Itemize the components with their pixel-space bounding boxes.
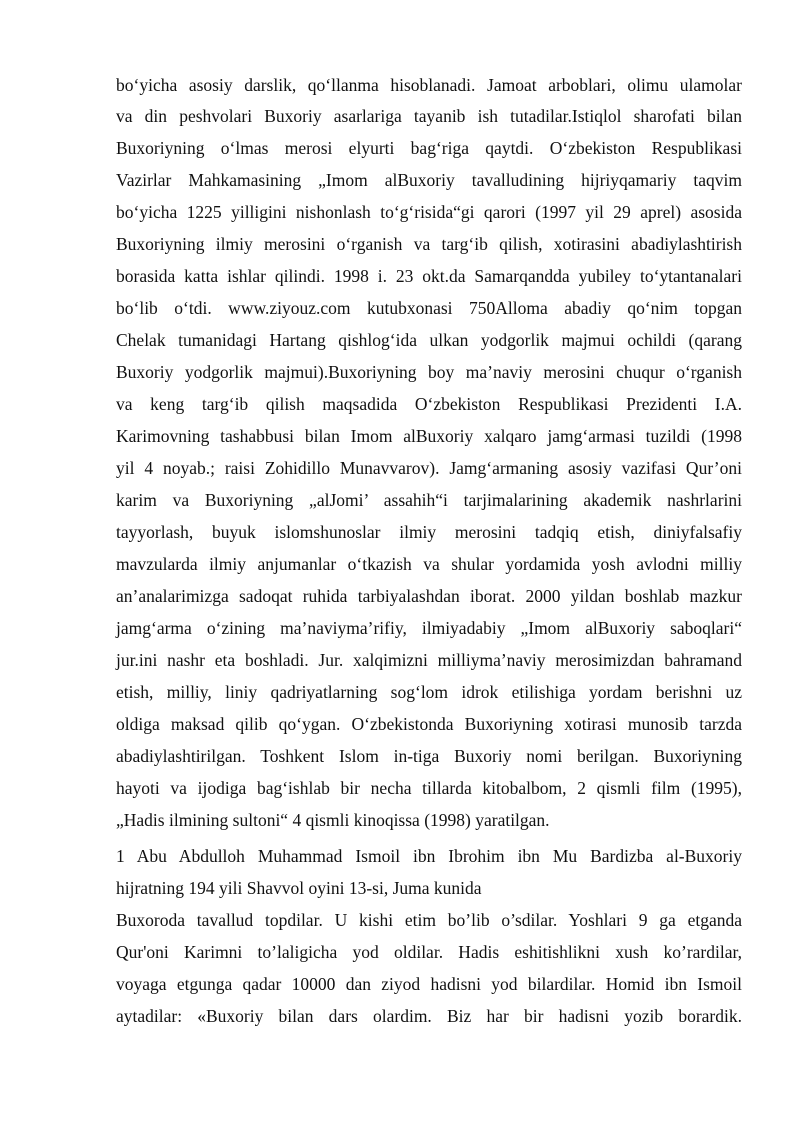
text-line: va din peshvolari Buxoriy asarlariga tayanib ish tutadilar.Istiqlol sharofati bilan xyxy=(116,106,742,126)
text-line: Buxoroda tavallud topdilar. U kishi etim bo’lib o’sdilar. Yoshlari 9 ga etganda xyxy=(116,910,742,930)
text-line: Buxoriyning o‘lmas merosi elyurti bag‘riga qaytdi. O‘zbekiston Respublikasi xyxy=(116,138,742,158)
text-line: Chelak tumanidagi Hartang qishlog‘ida ulkan yodgorlik majmui ochildi (qarang xyxy=(116,330,742,350)
text-line: tayyorlash, buyuk islomshunoslar ilmiy merosini tadqiq etish, diniyfalsafiy xyxy=(116,522,742,542)
text-line: Karimovning tashabbusi bilan Imom alBuxoriy xalqaro jamg‘armasi tuzildi (1998 xyxy=(116,426,742,446)
text-line: mavzularda ilmiy anjumanlar o‘tkazish va shular yordamida yosh avlodni milliy xyxy=(116,554,742,574)
text-line: va keng targ‘ib qilish maqsadida O‘zbekiston Respublikasi Prezidenti I.A. xyxy=(116,394,742,414)
text-line: bo‘yicha 1225 yilligini nishonlash to‘g‘risida“gi qarori (1997 yil 29 aprel) asosida xyxy=(116,202,742,222)
text-line: aytadilar: «Buxoriy bilan dars olardim. Biz har bir hadisni yozib borardik. xyxy=(116,1006,742,1026)
text-line: jamg‘arma o‘zining ma’naviyma’rifiy, ilmiyadabiy „Imom alBuxoriy saboqlari“ xyxy=(116,618,742,638)
text-line: 1 Abu Abdulloh Muhammad Ismoil ibn Ibrohim ibn Mu Bardizba al-Buxoriy xyxy=(116,846,742,866)
text-line: yil 4 noyab.; raisi Zohidillo Munavvarov). Jamg‘armaning asosiy vazifasi Qur’oni xyxy=(116,458,742,478)
text-line: Buxoriy yodgorlik majmui).Buxoriyning boy ma’naviy merosini chuqur o‘rganish xyxy=(116,362,742,382)
text-line: Qur'oni Karimni to’laligicha yod oldilar. Hadis eshitishlikni xush ko’rardilar, xyxy=(116,942,742,962)
text-line: hijratning 194 yili Shavvol oyini 13-si, Juma kunida xyxy=(116,878,482,898)
text-line: bo‘lib o‘tdi. www.ziyouz.com kutubxonasi 750Alloma abadiy qo‘nim topgan xyxy=(116,298,742,318)
text-line: an’analarimizga sadoqat ruhida tarbiyalashdan iborat. 2000 yildan boshlab mazkur xyxy=(116,586,742,606)
text-line: Buxoriyning ilmiy merosini o‘rganish va targ‘ib qilish, xotirasini abadiylashtirish xyxy=(116,234,742,254)
text-line: Vazirlar Mahkamasining „Imom alBuxoriy tavalludining hijriyqamariy taqvim xyxy=(116,170,742,190)
text-line: etish, milliy, liniy qadriyatlarning sog‘lom idrok etilishiga yordam berishni uz xyxy=(116,682,742,702)
text-line: „Hadis ilmining sultoni“ 4 qismli kinoqissa (1998) yaratilgan. xyxy=(116,810,550,830)
text-line: bo‘yicha asosiy darslik, qo‘llanma hisoblanadi. Jamoat arboblari, olimu ulamolar xyxy=(116,75,742,95)
text-line: abadiylashtirilgan. Toshkent Islom in-tiga Buxoriy nomi berilgan. Buxoriyning xyxy=(116,746,742,766)
text-line: oldiga maksad qilib qo‘ygan. O‘zbekistonda Buxoriyning xotirasi munosib tarzda xyxy=(116,714,742,734)
text-line: voyaga etgunga qadar 10000 dan ziyod hadisni yod bilardilar. Homid ibn Ismoil xyxy=(116,974,742,994)
text-line: hayoti va ijodiga bag‘ishlab bir necha tillarda kitobalbom, 2 qismli film (1995), xyxy=(116,778,742,798)
text-line: karim va Buxoriyning „alJomi’ assahih“i tarjimalarining akademik nashrlarini xyxy=(116,490,742,510)
text-line: borasida katta ishlar qilindi. 1998 i. 23 okt.da Samarqandda yubiley to‘ytantanalari xyxy=(116,266,742,286)
text-line: jur.ini nashr eta boshladi. Jur. xalqimizni milliyma’naviy merosimizdan bahramand xyxy=(116,650,742,670)
